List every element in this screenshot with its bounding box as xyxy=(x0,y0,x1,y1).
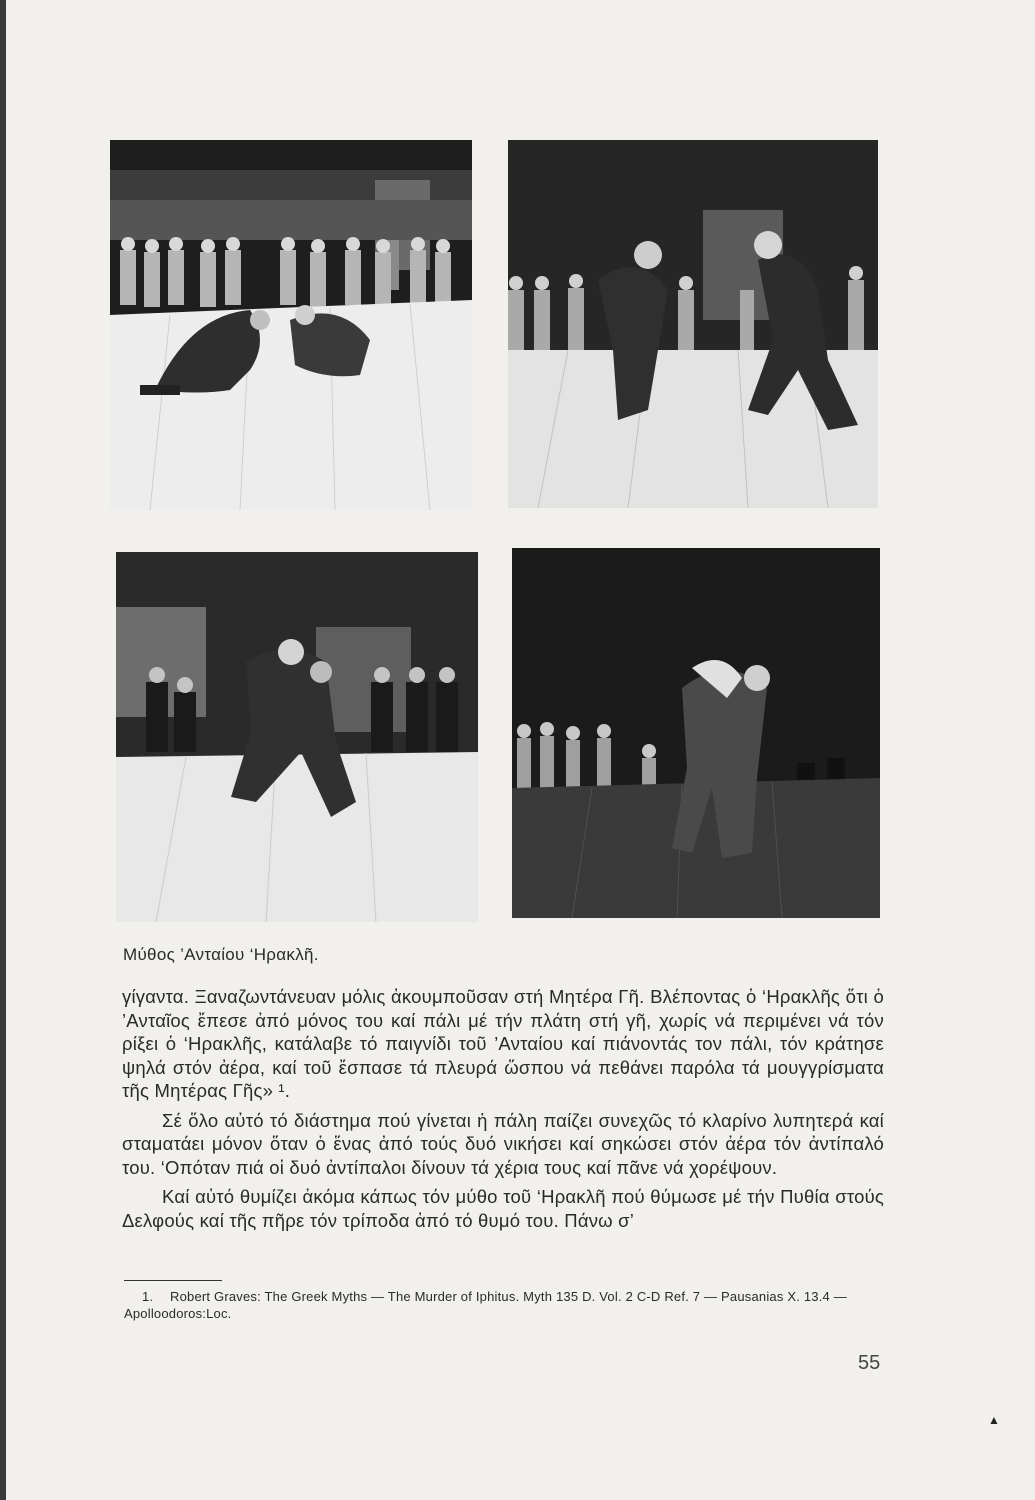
body-text xyxy=(122,985,884,1232)
paragraph-3: Καί αὐτό θυμίζει ἀκόμα κάπως τόν μύθο τοῦ ‘Ηρακλῆ πού θύμωσε μέ τήν Πυθία στούς Δελφούς καί τῆς πῆρε τόν τρίποδα ἀπό τό θυμό του. Πάνω σ’ xyxy=(122,1186,884,1231)
footnote-text: Robert Graves: The Greek Myths — The Murder of Iphitus. Myth 135 D. Vol. 2 C-D Ref. 7 — Pausanias X. 13.4 — Apolloodoros:Loc. xyxy=(124,1289,847,1321)
page-edge-shadow xyxy=(0,0,6,1500)
paragraph-2: Σέ ὅλο αὐτό τό διάστημα πού γίνεται ἡ πάλη παίζει συνεχῶς τό κλαρίνο λυπητερά καί σταματάει μόνον ὅταν ὁ ἕνας ἀπό τούς δυό νικήσει καί σηκώσει στόν ἀέρα τόν ἀντίπαλό του. ‘Οπόταν πιά οἱ δυό ἀντίπαλοι δίνουν τά χέρια τους καί πᾶνε νά χορέψουν. xyxy=(122,1109,884,1178)
photo-wrestlers-facing xyxy=(508,140,878,508)
footnote xyxy=(124,1288,894,1322)
footnote-number: 1. xyxy=(142,1289,154,1304)
ink-smudge-mark: ▲ xyxy=(988,1413,1000,1427)
paragraph-1: γίγαντα. Ξαναζωντάνευαν μόλις ἀκουμποῦσαν στή Μητέρα Γῆ. Βλέποντας ὁ ‘Ηρακλῆς ὅτι ὁ ’Ανταῖος ἔπεσε ἀπό μόνος του καί πάλι μέ τήν πλάτη στή γῆ, χωρίς νά περιμένει νά τόν ρίξει ὁ ‘Ηρακλῆς, κατάλαβε τό παιγνίδι τοῦ ’Ανταίου καί πιάνοντάς τον πάλι, τόν κράτησε ψηλά στόν ἀέρα, καί τοῦ ἔσπασε τά πλευρά ὥσπου νά πεθάνει παρόλα τά μουγγρίσματα τῆς Μητέρας Γῆς» ¹. xyxy=(122,986,884,1101)
photo-wrestlers-grappling xyxy=(116,552,478,922)
figure-caption: Μύθος ’Ανταίου ‘Ηρακλῆ. xyxy=(123,945,319,964)
photo-wrestler-lifting xyxy=(512,548,880,918)
page-number: 55 xyxy=(858,1352,881,1374)
footnote-divider xyxy=(124,1280,222,1281)
photo-wrestling-ground xyxy=(110,140,472,510)
